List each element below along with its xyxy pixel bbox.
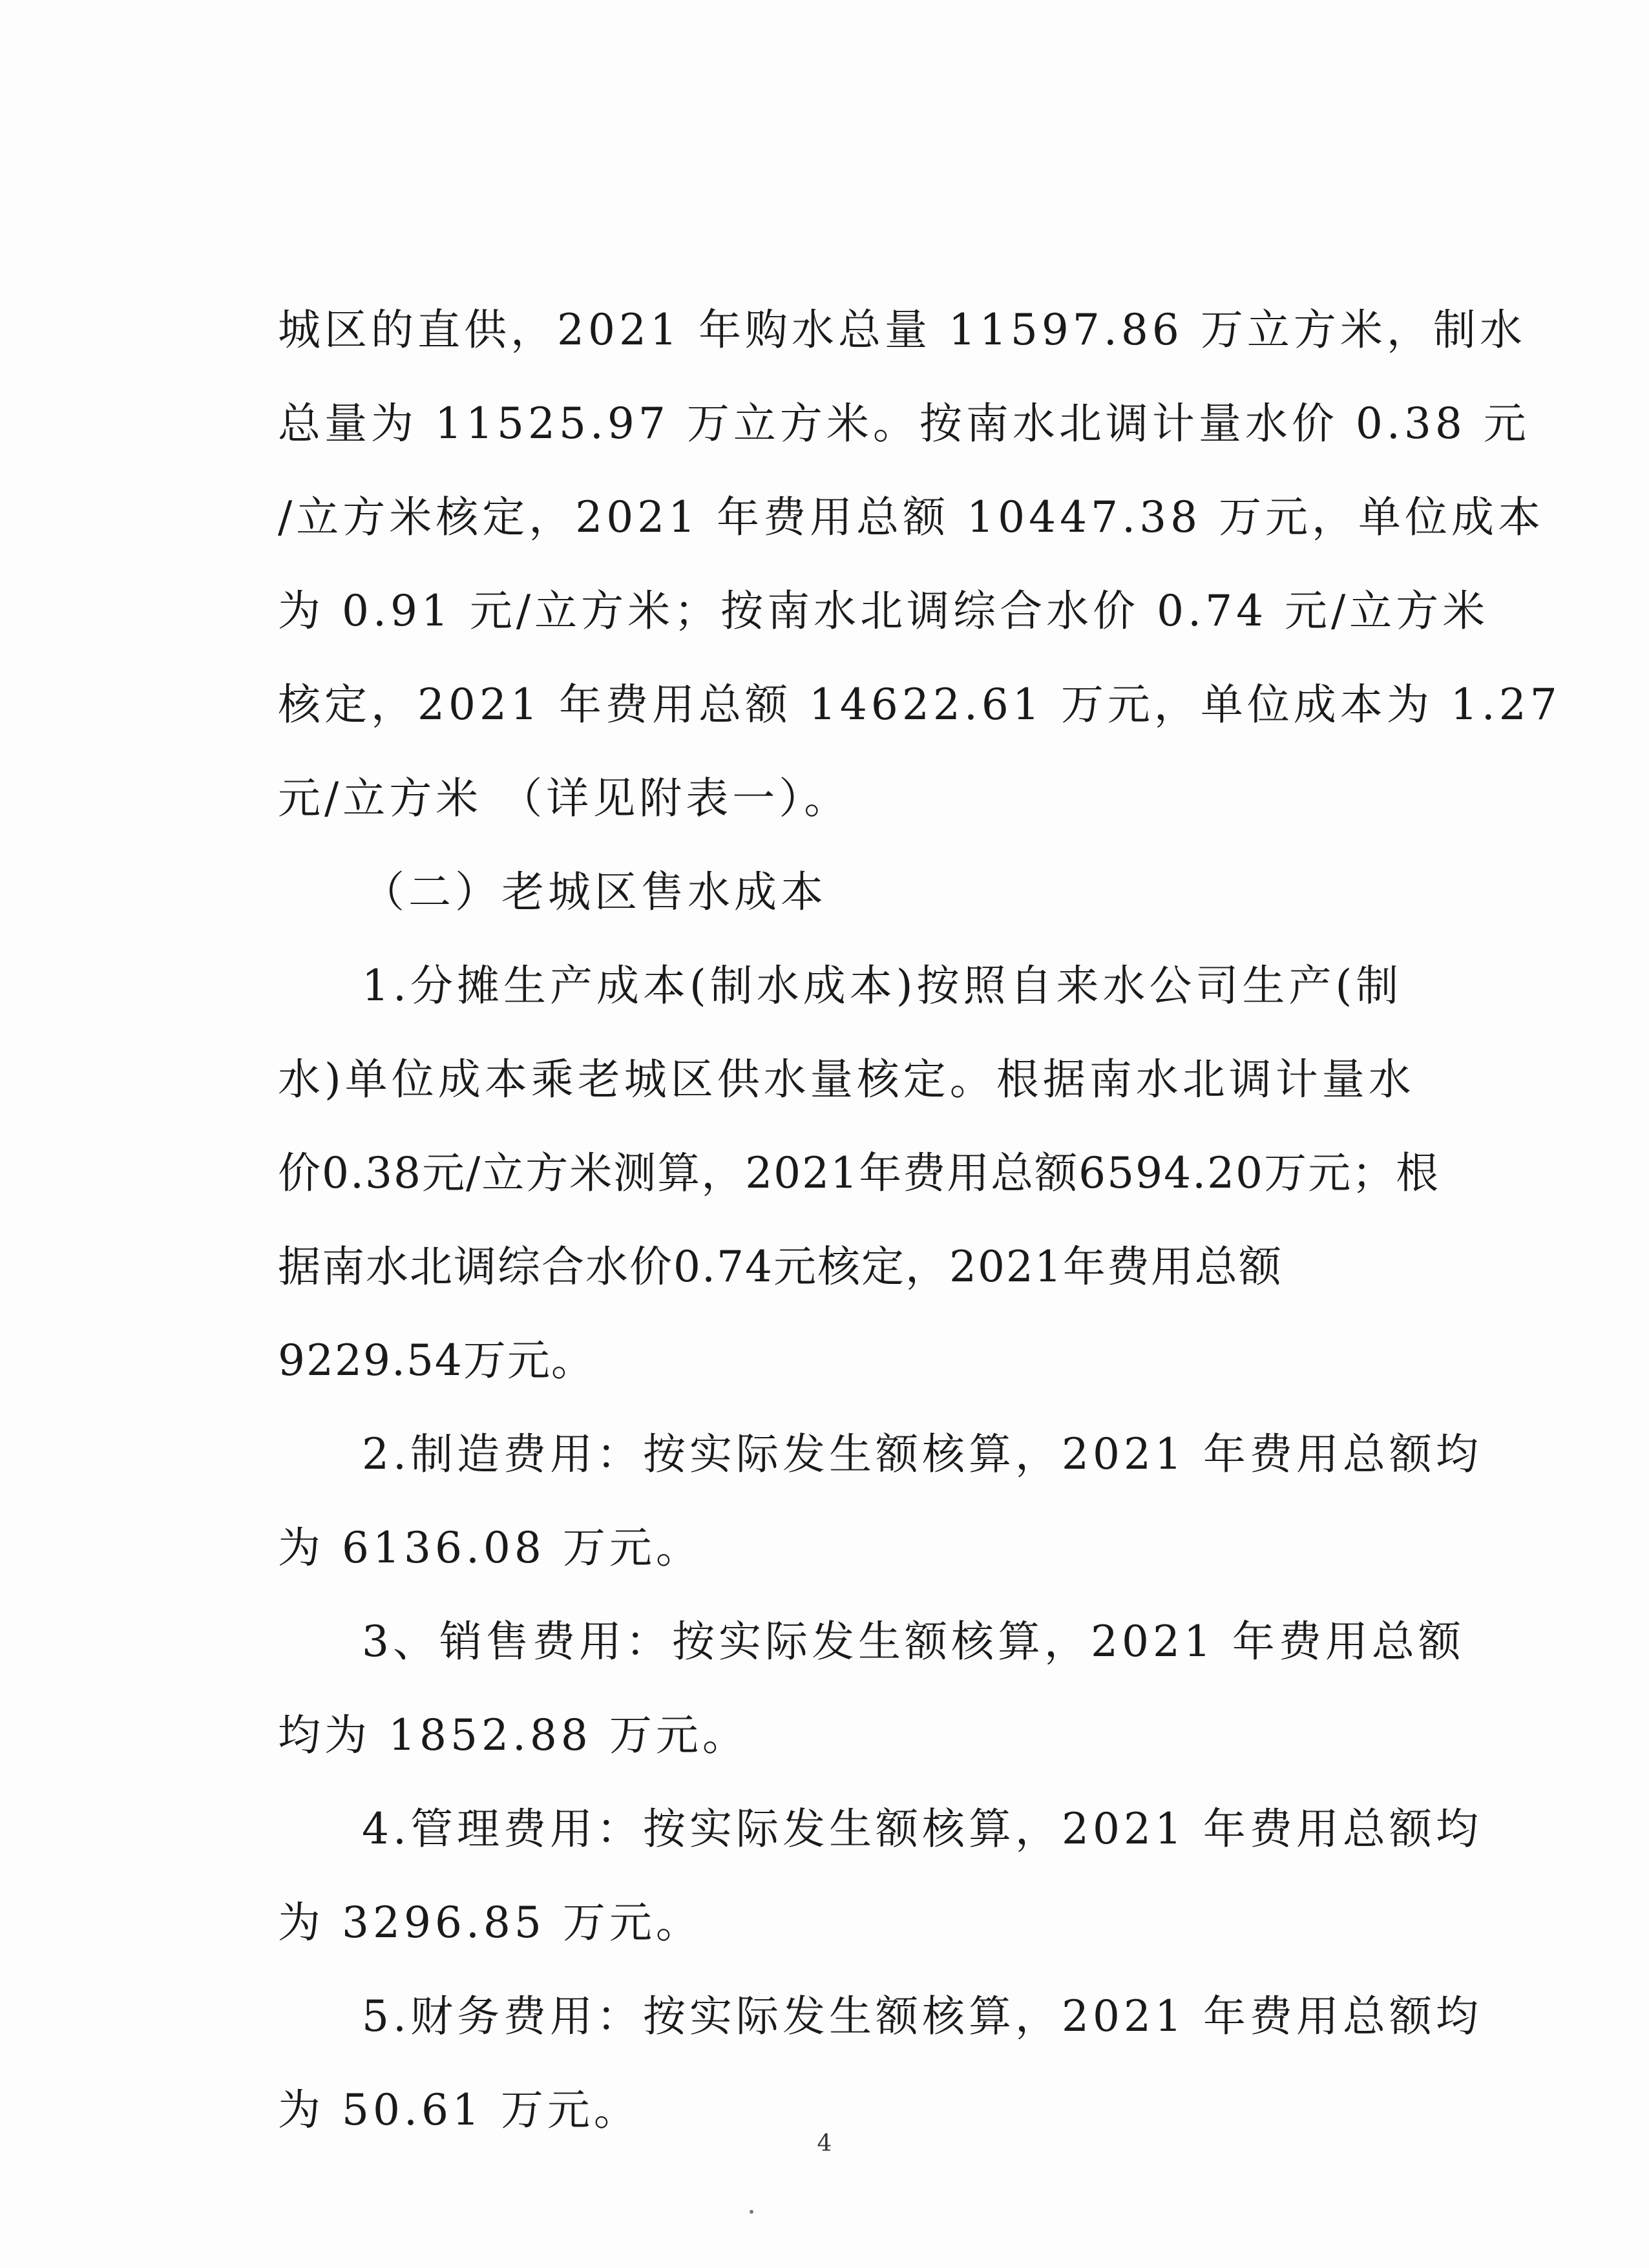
- body-text-line: 为 3296.85 万元。: [278, 1898, 702, 1948]
- section-heading: （二）老城区售水成本: [362, 867, 827, 917]
- body-text-line: 为 50.61 万元。: [278, 2085, 640, 2135]
- body-text-line: 为 0.91 元/立方米；按南水北调综合水价 0.74 元/立方米: [278, 586, 1489, 636]
- body-text-line: 总量为 11525.97 万立方米。按南水北调计量水价 0.38 元: [278, 399, 1530, 448]
- body-text-line: 3、销售费用：按实际发生额核算，2021 年费用总额: [362, 1617, 1465, 1666]
- body-text-line: 城区的直供，2021 年购水总量 11597.86 万立方米，制水: [278, 305, 1526, 355]
- body-text-line: 核定，2021 年费用总额 14622.61 万元，单位成本为 1.27: [278, 680, 1561, 730]
- body-text-line: 元/立方米 （详见附表一）。: [278, 773, 851, 823]
- page-number: 4: [817, 2130, 832, 2157]
- body-text-line: 4.管理费用：按实际发生额核算，2021 年费用总额均: [362, 1804, 1482, 1854]
- body-text-line: 均为 1852.88 万元。: [278, 1710, 749, 1760]
- body-text-line: 1.分摊生产成本(制水成本)按照自来水公司生产(制: [362, 961, 1403, 1011]
- body-text-line: /立方米核定，2021 年费用总额 10447.38 万元，单位成本: [278, 492, 1545, 542]
- scan-speck: [750, 2210, 753, 2214]
- body-text-line: 价0.38元/立方米测算，2021年费用总额6594.20万元；根: [278, 1148, 1440, 1198]
- body-text-line: 5.财务费用：按实际发生额核算，2021 年费用总额均: [362, 1991, 1482, 2041]
- body-text-line: 水)单位成本乘老城区供水量核定。根据南水北调计量水: [278, 1055, 1415, 1104]
- body-text-line: 据南水北调综合水价0.74元核定，2021年费用总额: [278, 1242, 1283, 1292]
- body-text-line: 为 6136.08 万元。: [278, 1523, 702, 1573]
- body-text-line: 9229.54万元。: [278, 1336, 595, 1385]
- body-text-line: 2.制造费用：按实际发生额核算，2021 年费用总额均: [362, 1429, 1482, 1479]
